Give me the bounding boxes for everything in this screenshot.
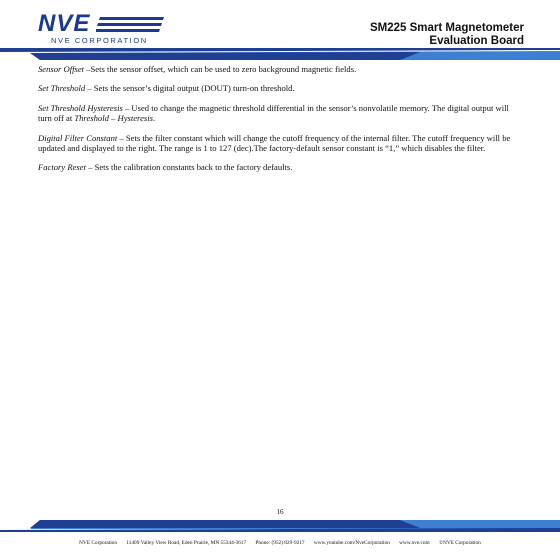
term-description-end: . [152,113,156,124]
term-label: Set Threshold [38,83,86,94]
term-description: –Sets the sensor offset, which can be used to zero background magnetic fields. [84,64,357,74]
term-label: Factory Reset [38,162,86,173]
header-band [0,48,560,60]
term-description: – Sets the filter constant which will change the cutoff frequency of the internal filter. The cutoff frequency will be updated and displayed to the right. The range is 1 to 127 (dec).The factory-default sensor constant is “1,” which disables the filter. [38,132,511,154]
logo-stripes-icon [96,17,164,33]
logo-subtext: NVE CORPORATION [51,36,148,45]
term-inline-italic: Threshold – Hysteresis [74,113,153,124]
paragraph-sensor-offset [38,64,522,74]
nve-logo [38,10,168,48]
paragraph-factory-reset [38,162,522,172]
footer-phone: Phone: (952) 829-9217 [255,540,305,546]
footer-company: NVE Corporation [79,540,117,546]
paragraph-set-threshold [38,83,522,93]
footer-address: 11409 Valley View Road, Eden Prairie, MN 55344-3617 [126,540,247,546]
term-label: Sensor Offset [38,64,85,74]
document-title-line1: SM225 Smart Magnetometer [369,22,524,34]
page-number: 16 [276,508,284,516]
term-description: – Sets the calibration constants back to the factory defaults. [85,162,293,173]
term-label: Digital Filter Constant [38,132,118,143]
logo-word: NVE [38,10,91,37]
footer-website-link[interactable]: www.nve.com [399,540,430,546]
paragraph-digital-filter-constant [38,133,522,154]
document-title-line2: Evaluation Board [429,35,524,47]
footer-youtube-link[interactable]: www.youtube.com/NveCorporation [313,540,390,546]
term-description: – Used to change the magnetic threshold differential in the sensor’s nonvolatile memory. The digital output will turn off at [38,102,509,124]
footer-band [0,520,560,532]
term-label: Set Threshold Hysteresis [38,102,123,113]
document-title [370,22,524,48]
footer-copyright: ©NVE Corporation [438,540,481,546]
term-description: – Sets the sensor’s digital output (DOUT) turn-on threshold. [85,83,295,94]
paragraph-set-threshold-hysteresis [38,103,522,124]
main-content [38,64,522,182]
page-footer [0,540,560,546]
